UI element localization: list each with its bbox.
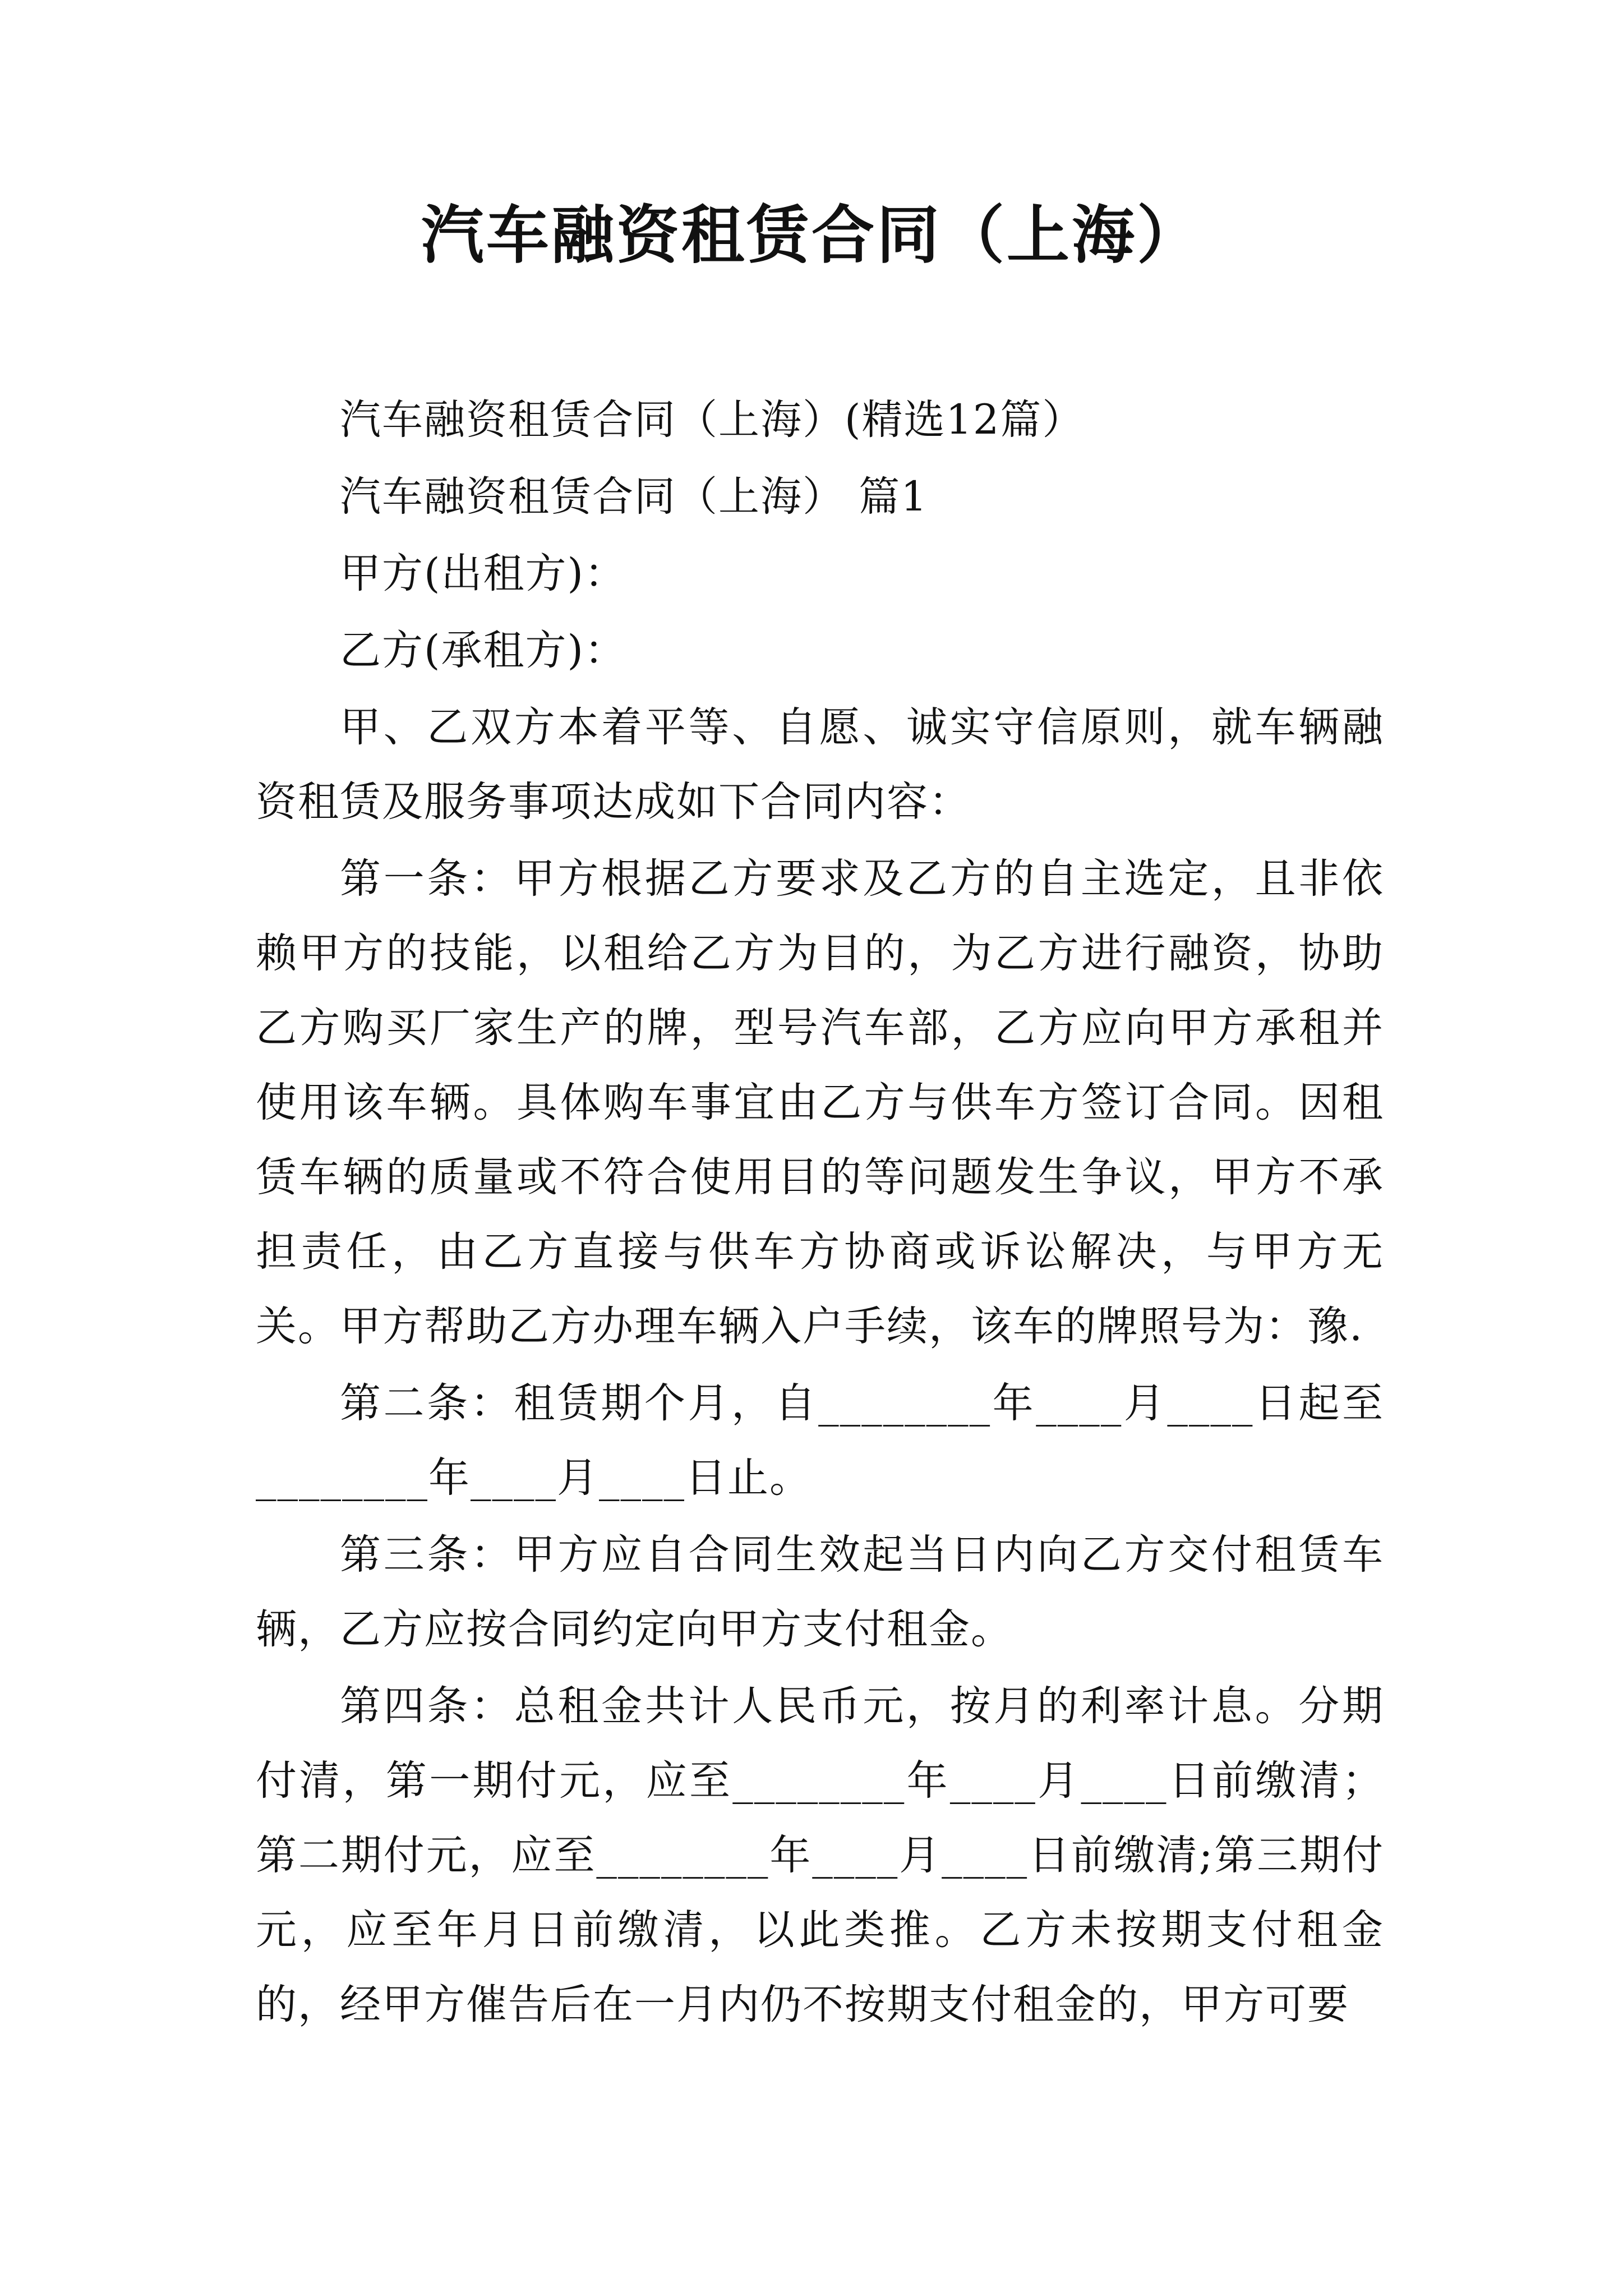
section-heading: 汽车融资租赁合同（上海） 篇1 [340,473,928,521]
party-a-line: 甲方(出租方)： [340,550,626,597]
article-2-paragraph: 第二条：租赁期个月，自________年____月____日起至________年____月____日止。 [256,1379,1384,1502]
party-b-line: 乙方(承租方)： [340,627,626,674]
article-1-paragraph: 第一条：甲方根据乙方要求及乙方的自主选定，且非依赖甲方的技能，以租给乙方为目的，为乙方进行融资，协助乙方购买厂家生产的牌，型号汽车部，乙方应向甲方承租并使用该车辆。具体购车事宜由乙方与供车方签订合同。因租赁车辆的质量或不符合使用目的等问题发生争议，甲方不承担责任，由乙方直接与供车方协商或诉讼解决，与甲方无关。甲方帮助乙方办理车辆入户手续，该车的牌照号为：豫. [256,855,1384,1350]
article-4-paragraph: 第四条：总租金共计人民币元，按月的利率计息。分期付清，第一期付元，应至________年____月____日前缴清；第二期付元，应至________年____月____日前缴清;第三期付元，应至年月日前缴清，以此类推。乙方未按期支付租金的，经甲方催告后在一月内仍不按期支付租金的，甲方可要 [256,1682,1385,2028]
article-3-paragraph: 第三条：甲方应自合同生效起当日内向乙方交付租赁车辆，乙方应按合同约定向甲方支付租金。 [256,1531,1384,1653]
document-body [256,383,1384,2042]
subtitle-paragraph: 汽车融资租赁合同（上海）(精选12篇） [340,396,1085,444]
document-title: 汽车融资租赁合同（上海） [421,199,1202,272]
preamble-paragraph: 甲、乙双方本着平等、自愿、诚实守信原则，就车辆融资租赁及服务事项达成如下合同内容： [256,703,1384,826]
